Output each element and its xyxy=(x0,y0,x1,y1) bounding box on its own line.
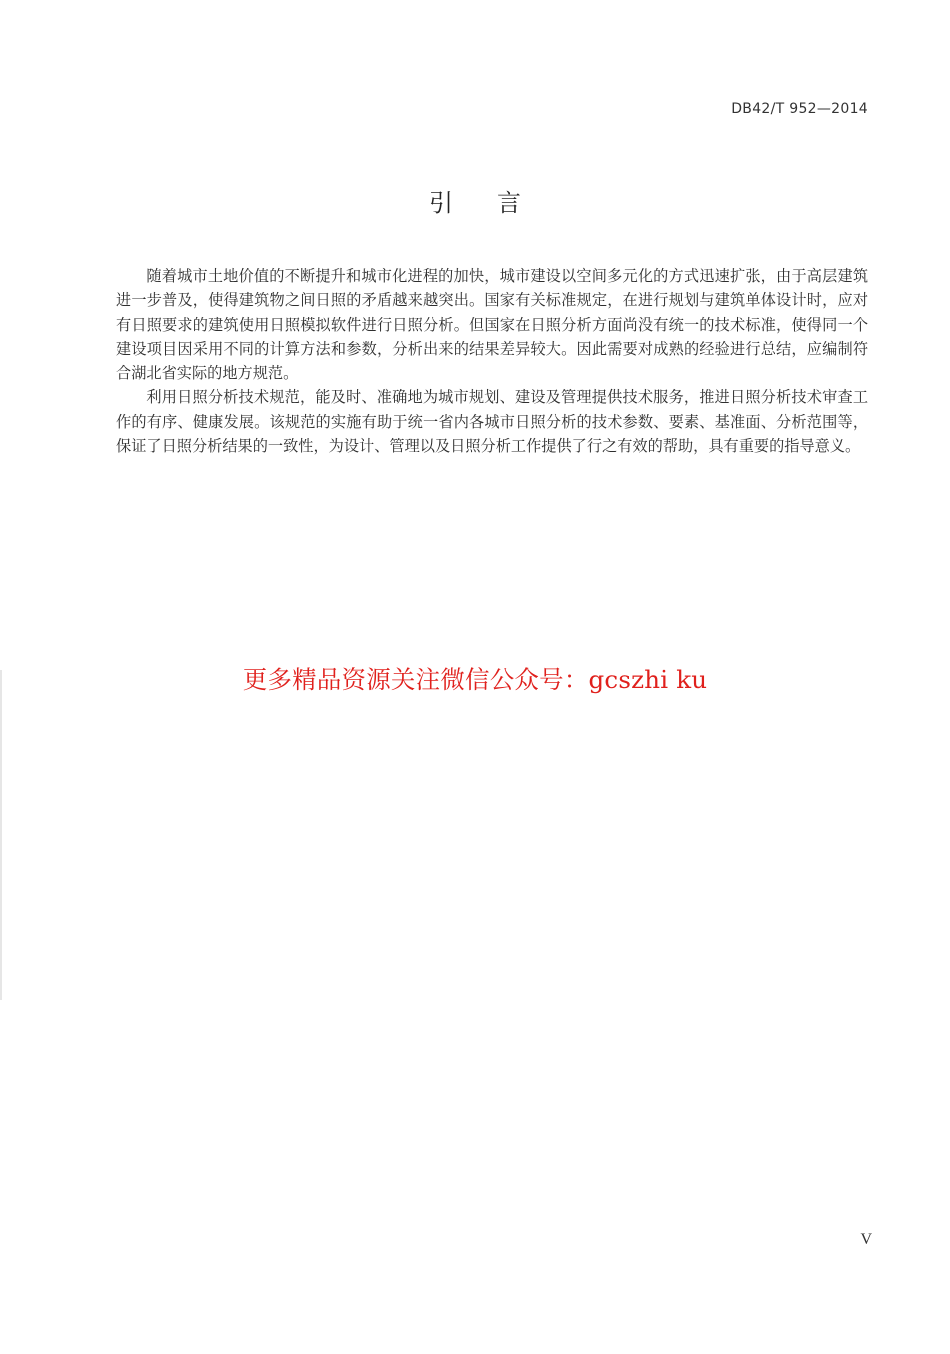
introduction-body xyxy=(116,264,868,458)
standard-code: DB42/T 952—2014 xyxy=(731,101,868,117)
promo-watermark-text: 更多精品资源关注微信公众号：gcszhi ku xyxy=(242,665,708,694)
page-number: V xyxy=(860,1231,872,1248)
page-title: 引言 xyxy=(429,189,565,217)
scan-edge-shadow xyxy=(0,670,2,1000)
paragraph-2: 利用日照分析技术规范，能及时、准确地为城市规划、建设及管理提供技术服务，推进日照分析技术审查工作的有序、健康发展。该规范的实施有助于统一省内各城市日照分析的技术参数、要素、基准面、分析范围等，保证了日照分析结果的一致性，为设计、管理以及日照分析工作提供了行之有效的帮助，具有重要的指导意义。 xyxy=(116,388,868,456)
paragraph-1: 随着城市土地价值的不断提升和城市化进程的加快，城市建设以空间多元化的方式迅速扩张，由于高层建筑进一步普及，使得建筑物之间日照的矛盾越来越突出。国家有关标准规定，在进行规划与建筑单体设计时，应对有日照要求的建筑使用日照模拟软件进行日照分析。但国家在日照分析方面尚没有统一的技术标准，使得同一个建设项目因采用不同的计算方法和参数，分析出来的结果差异较大。因此需要对成熟的经验进行总结，应编制符合湖北省实际的地方规范。 xyxy=(116,267,868,383)
